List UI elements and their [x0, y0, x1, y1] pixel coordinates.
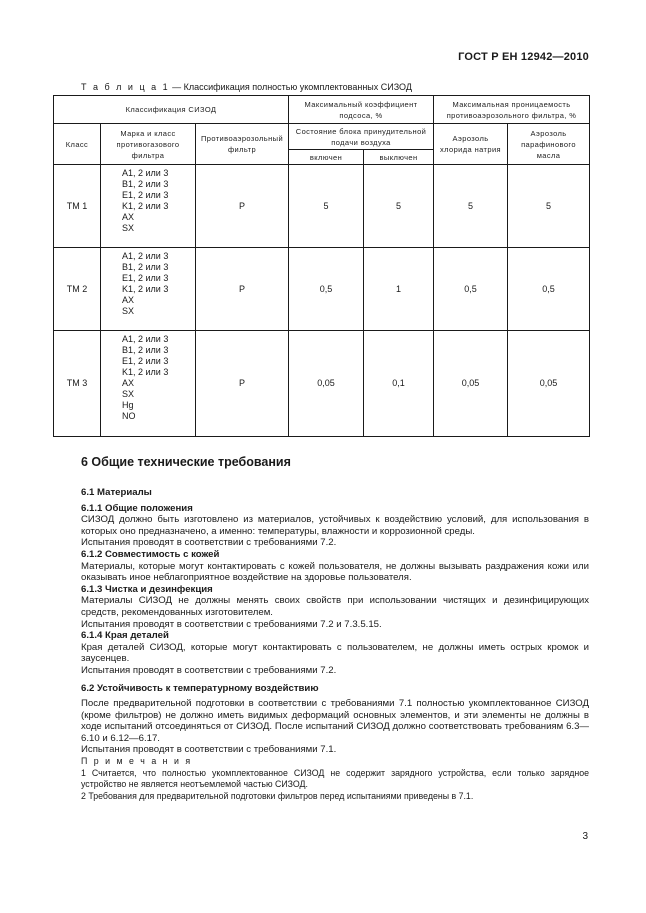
section-6-body	[81, 487, 589, 802]
table-row	[54, 331, 590, 437]
mark-item: A1, 2 или 3	[122, 251, 169, 261]
table-caption-prefix: Т а б л и ц а 1	[81, 82, 170, 92]
row-filter: P	[196, 331, 289, 437]
header-aerosol-filter: Противоаэрозольный фильтр	[196, 124, 289, 165]
row-off: 1	[364, 248, 434, 331]
heading-6-1: 6.1 Материалы	[81, 487, 152, 498]
paragraph-6-1-2-a: Материалы, которые могут контактировать с кожей пользователя, не должны вызывать раздражения кожи или оказывать иное неблагоприятное воздействие на здоровье пользователя.	[81, 560, 589, 584]
mark-item: B1, 2 или 3	[122, 262, 169, 272]
paragraph-6-1-3-b: Испытания проводят в соответствии с требованиями 7.2 и 7.3.5.15.	[81, 618, 382, 630]
row-paraffin: 0,05	[508, 331, 590, 437]
notes-title: П р и м е ч а н и я	[81, 756, 193, 767]
mark-item: AX	[122, 295, 135, 305]
mark-item: SX	[122, 306, 135, 316]
row-paraffin: 5	[508, 165, 590, 248]
paragraph-6-2-b: Испытания проводят в соответствии с требованиями 7.1.	[81, 744, 337, 756]
heading-6-2: 6.2 Устойчивость к температурному воздействию	[81, 682, 319, 694]
mark-item: K1, 2 или 3	[122, 201, 169, 211]
row-class: TM 3	[54, 331, 101, 437]
row-marks	[101, 165, 196, 248]
table-caption	[81, 82, 412, 92]
classification-table	[53, 95, 590, 437]
note-1: 1 Считается, что полностью укомплектованное СИЗОД не содержит зарядного устройства, если только зарядное устройство не является неотъемлемой частью СИЗОД.	[81, 767, 589, 790]
header-off: выключен	[364, 150, 434, 165]
mark-item: B1, 2 или 3	[122, 179, 169, 189]
row-nacl: 0,05	[434, 331, 508, 437]
document-code: ГОСТ Р ЕН 12942—2010	[458, 51, 589, 63]
row-marks	[101, 248, 196, 331]
row-paraffin: 0,5	[508, 248, 590, 331]
mark-item: A1, 2 или 3	[122, 168, 169, 178]
table-caption-text: — Классификация полностью укомплектованных СИЗОД	[169, 82, 412, 92]
mark-item: SX	[122, 223, 135, 233]
paragraph-6-2-a: После предварительной подготовки в соответствии с требованиями 7.1 полностью укомплектованное СИЗОД (кроме фильтров) не должно иметь видимых деформаций основных элементов, и эти элементы не должны в ходе испытаний отсоединяться от СИЗОД. После испытаний СИЗОД должно соответствовать требованиям 6.3—6.10 и 6.12—6.17.	[81, 698, 589, 744]
mark-item: AX	[122, 378, 135, 388]
row-nacl: 5	[434, 165, 508, 248]
row-class: TM 1	[54, 165, 101, 248]
note-2: 2 Требования для предварительной подготовки фильтров перед испытаниями приведены в 7.1.	[81, 790, 474, 801]
heading-6-1-4: 6.1.4 Края деталей	[81, 630, 169, 642]
heading-6-1-1: 6.1.1 Общие положения	[81, 502, 193, 514]
row-on: 5	[289, 165, 364, 248]
header-class: Класс	[54, 124, 101, 165]
row-off: 0,1	[364, 331, 434, 437]
row-on: 0,05	[289, 331, 364, 437]
mark-item: A1, 2 или 3	[122, 334, 169, 344]
mark-item: E1, 2 или 3	[122, 356, 169, 366]
paragraph-6-1-4-b: Испытания проводят в соответствии с требованиями 7.2.	[81, 664, 337, 676]
row-on: 0,5	[289, 248, 364, 331]
row-marks	[101, 331, 196, 437]
paragraph-6-1-1-a: СИЗОД должно быть изготовлено из материалов, устойчивых к воздействию условий, для использования в которых оно предназначено, а именно: температуры, влажности и коррозионной среды.	[81, 514, 589, 537]
section-6-title: 6 Общие технические требования	[81, 455, 291, 469]
mark-item: SX	[122, 389, 135, 399]
paragraph-6-1-1-b: Испытания проводят в соответствии с требованиями 7.2.	[81, 537, 337, 549]
paragraph-6-1-3-a: Материалы СИЗОД не должны менять своих свойств при использовании чистящих и дезинфицирующих средств, рекомендованных изготовителем.	[81, 595, 589, 618]
header-on: включен	[289, 150, 364, 165]
heading-6-1-3: 6.1.3 Чистка и дезинфекция	[81, 583, 213, 595]
mark-item: B1, 2 или 3	[122, 345, 169, 355]
mark-item: K1, 2 или 3	[122, 367, 169, 377]
row-filter: P	[196, 165, 289, 248]
row-nacl: 0,5	[434, 248, 508, 331]
table-row	[54, 165, 590, 248]
row-filter: P	[196, 248, 289, 331]
header-classification: Классификация СИЗОД	[54, 96, 289, 124]
page-number: 3	[582, 831, 588, 842]
mark-item: E1, 2 или 3	[122, 273, 169, 283]
heading-6-1-2: 6.1.2 Совместимость с кожей	[81, 548, 220, 560]
header-max-leak: Максимальный коэффициент подсоса, %	[289, 96, 434, 124]
header-gas-filter: Марка и класс противогазового фильтра	[101, 124, 196, 165]
mark-item: K1, 2 или 3	[122, 284, 169, 294]
mark-item: E1, 2 или 3	[122, 190, 169, 200]
row-class: TM 2	[54, 248, 101, 331]
header-paraffin: Аэрозоль парафинового масла	[508, 124, 590, 165]
header-nacl: Аэрозоль хлорида натрия	[434, 124, 508, 165]
table-row	[54, 248, 590, 331]
row-off: 5	[364, 165, 434, 248]
header-max-penetration: Максимальная проницаемость противоаэрозольного фильтра, %	[434, 96, 590, 124]
mark-item: AX	[122, 212, 135, 222]
header-unit-state: Состояние блока принудительной подачи воздуха	[289, 124, 434, 150]
mark-item: NO	[122, 411, 136, 421]
paragraph-6-1-4-a: Края деталей СИЗОД, которые могут контактировать с пользователем, не должны иметь острых кромок и заусенцев.	[81, 641, 589, 665]
mark-item: Hg	[122, 400, 134, 410]
